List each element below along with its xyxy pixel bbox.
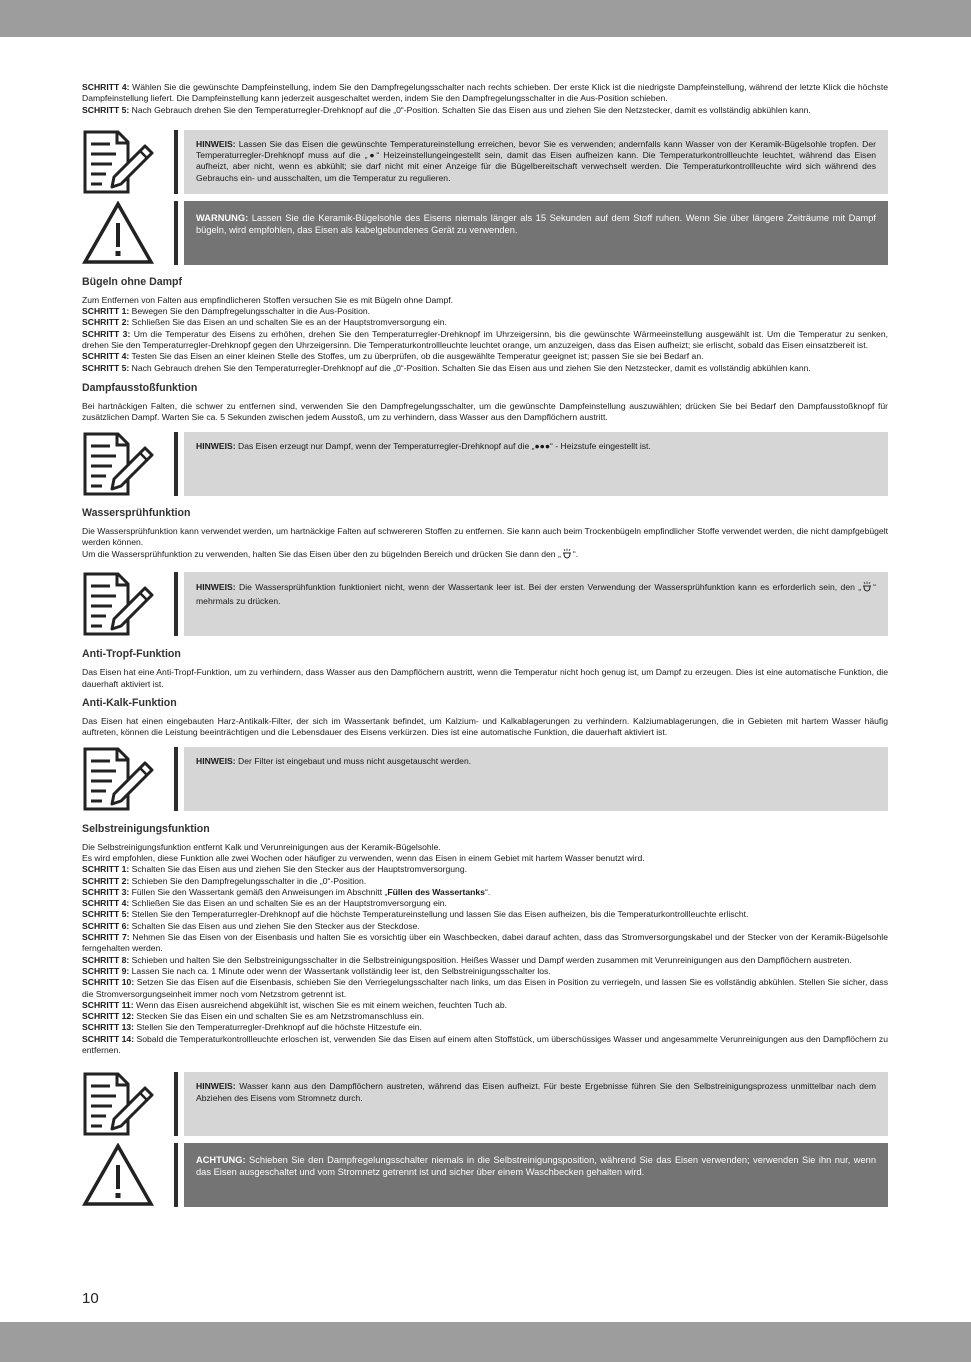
warning-box-soleplate bbox=[82, 201, 888, 265]
dry-step: SCHRITT 2: Schließen Sie das Eisen an und schalten Sie es an der Hauptstromversorgung ein. bbox=[82, 317, 447, 328]
self-clean-intro: Es wird empfohlen, diese Funktion alle zwei Wochen oder häufiger zu verwenden, wenn das Eisen in einem Gebiet mit hartem Wasser benutzt wird. bbox=[82, 852, 645, 863]
note-divider bbox=[174, 1072, 178, 1136]
dry-intro: Zum Entfernen von Falten aus empfindlicheren Stoffen versuchen Sie es mit Bügeln ohne Dampf. bbox=[82, 294, 454, 305]
self-clean-step: SCHRITT 8: Schieben und halten Sie den Selbstreinigungsschalter in die Selbstreinigungsposition. Heißes Wasser und Dampf werden zusammen mit Verunreinigungen aus den Dampflöchern austreten. bbox=[82, 954, 852, 965]
self-clean-step: SCHRITT 4: Schließen Sie das Eisen an und schalten Sie es an der Hauptstromversorgung ein. bbox=[82, 898, 447, 909]
note-box-temperature bbox=[82, 130, 888, 194]
self-clean-step: SCHRITT 2: Schieben Sie den Dampfregelungsschalter in die „0“-Position. bbox=[82, 875, 367, 886]
self-clean-step: SCHRITT 14: Sobald die Temperaturkontrollleuchte erloschen ist, verwenden Sie das Eisen auf einem alten Stoffstück, um überschüssiges Wasser und angesammelte Verunreinigungen aus den Dampflöchern zu entfernen. bbox=[82, 1033, 888, 1055]
heading-dry-ironing: Bügeln ohne Dampf bbox=[82, 275, 183, 288]
note-text: HINWEIS: Das Eisen erzeugt nur Dampf, wenn der Temperaturregler-Drehknopf auf die „●●●“ - Heizstufe eingestellt ist. bbox=[184, 432, 888, 496]
note-text: HINWEIS: Lassen Sie das Eisen die gewünschte Temperatureinstellung erreichen, bevor Sie es verwenden; andernfalls kann Wasser von der Keramik-Bügelsohle tropfen. Der Temperaturregler-Drehknopf muss auf die „●“ Heizeinstellungeingestellt sein, damit das Eisen aufheizen kann. Die Temperaturkontrollleuchte leuchtet, während das Eisen aufheizt, aber nicht, wenn es abkühlt; sie darf nicht mit einer Anzeige für die Bügelbereitschaft verwechselt werden. Die Temperaturkontrollleuchte wird sich während des Gebrauchs ein- und ausschalten, um die Temperatur zu regulieren. bbox=[184, 130, 888, 194]
self-clean-step: SCHRITT 1: Schalten Sie das Eisen aus und ziehen Sie den Stecker aus der Hauptstromversorgung. bbox=[82, 864, 468, 875]
dry-step: SCHRITT 3: Um die Temperatur des Eisens zu erhöhen, drehen Sie den Temperaturregler-Drehknopf im Uhrzeigersinn, bis die gewünschte Wärmeeinstellung ausgewählt ist. Um die Temperatur zu senken, drehen Sie den Temperaturregler-Drehknopf gegen den Uhrzeigersinn. Die Temperaturkontrollleuchte leuchtet orange, um anzuzeigen, dass das Eisen aufheizt; sie erlischt, sobald das Eisen einsatzbereit ist. bbox=[82, 328, 889, 351]
spray-icon bbox=[561, 548, 573, 562]
note-box-spray bbox=[82, 572, 888, 636]
intro-step-5: SCHRITT 5: Nach Gebrauch drehen Sie den Temperaturregler-Drehknopf auf die „0“-Position. Schalten Sie das Eisen aus und ziehen Sie den Netzstecker, damit es vollständig abkühlen kann. bbox=[82, 104, 811, 115]
warning-divider bbox=[174, 201, 178, 265]
self-clean-step: SCHRITT 7: Nehmen Sie das Eisen von der Eisenbasis und halten Sie es vorsichtig über ein Waschbecken, dabei darauf achten, dass das Stromversorgungskabel und der Stecker von der Keramik-Bügelsohle ferngehalten werden. bbox=[82, 932, 888, 954]
note-box-steam bbox=[82, 432, 888, 496]
note-pencil-icon bbox=[82, 747, 154, 811]
note-pencil-icon bbox=[82, 1072, 154, 1136]
self-clean-step: SCHRITT 10: Setzen Sie das Eisen auf die Eisenbasis, schieben Sie den Verriegelungsschalter nach links, um das Eisen in Position zu verriegeln, und lassen Sie es vollständig abkühlen. Stellen Sie sicher, dass die Stromversorgungseinheit immer noch vom Netzstrom getrennt ist. bbox=[82, 977, 889, 999]
note-text: HINWEIS: Der Filter ist eingebaut und muss nicht ausgetauscht werden. bbox=[184, 747, 888, 811]
caution-box-self-clean bbox=[82, 1143, 888, 1207]
heading-anti-drip: Anti-Tropf-Funktion bbox=[82, 648, 181, 661]
warning-text: ACHTUNG: Schieben Sie den Dampfregelungsschalter niemals in die Selbstreinigungsposition, während Sie das Eisen verwenden; verwenden Sie ihn nur, wenn das Eisen ausgeschaltet und vom Stromnetz getrennt ist und sicher über einem Waschbecken gehalten wird. bbox=[184, 1143, 888, 1207]
self-clean-intro: Die Selbstreinigungsfunktion entfernt Kalk und Verunreinigungen aus der Keramik-Bügelsohle. bbox=[82, 841, 441, 852]
self-clean-step: SCHRITT 3: Füllen Sie den Wassertank gemäß den Anweisungen im Abschnitt „Füllen des Wassertanks“. bbox=[82, 886, 491, 897]
header-bar bbox=[0, 0, 971, 37]
warning-text: WARNUNG: Lassen Sie die Keramik-Bügelsohle des Eisens niemals länger als 15 Sekunden auf dem Stoff ruhen. Wenn Sie über längere Zeiträume mit Dampf bügeln, wird empfohlen, das Eisen als kabelgebundenes Gerät zu verwenden. bbox=[184, 201, 888, 265]
warning-triangle-icon bbox=[82, 1143, 154, 1207]
self-clean-step: SCHRITT 6: Schalten Sie das Eisen aus und ziehen Sie den Stecker aus der Steckdose. bbox=[82, 920, 420, 931]
note-pencil-icon bbox=[82, 572, 154, 636]
page-number: 10 bbox=[82, 1290, 99, 1307]
self-clean-step: SCHRITT 9: Lassen Sie nach ca. 1 Minute oder wenn der Wassertank vollständig leer ist, den Selbstreinigungsschalter los. bbox=[82, 965, 551, 976]
dry-step: SCHRITT 4: Testen Sie das Eisen an einer kleinen Stelle des Stoffes, um zu überprüfen, ob die ausgewählte Temperatur geeignet ist; passen Sie sie bei Bedarf an. bbox=[82, 351, 704, 362]
note-text: HINWEIS: Wasser kann aus den Dampflöchern austreten, während das Eisen aufheizt. Für beste Ergebnisse führen Sie den Selbstreinigungsprozess unmittelbar nach dem Abziehen des Eisens vom Stromnetz durch. bbox=[184, 1072, 888, 1136]
dry-step: SCHRITT 1: Bewegen Sie den Dampfregelungsschalter in die Aus-Position. bbox=[82, 306, 371, 317]
warning-triangle-icon bbox=[82, 201, 154, 265]
note-box-filter bbox=[82, 747, 888, 811]
heading-self-clean: Selbstreinigungsfunktion bbox=[82, 822, 210, 835]
note-divider bbox=[174, 572, 178, 636]
note-text: HINWEIS: Die Wassersprühfunktion funktioniert nicht, wenn der Wassertank leer ist. Bei der ersten Verwendung der Wassersprühfunktion kann es erforderlich sein, den „ “ mehrmals zu drücken. bbox=[184, 572, 888, 636]
self-clean-step: SCHRITT 5: Stellen Sie den Temperaturregler-Drehknopf auf die höchste Temperatureinstellung und lassen Sie das Eisen aufheizen, bis die Temperaturkontrollleuchte erlischt. bbox=[82, 909, 749, 920]
page-content bbox=[82, 82, 888, 1207]
heading-anti-calc: Anti-Kalk-Funktion bbox=[82, 697, 177, 710]
heading-water-spray: Wassersprühfunktion bbox=[82, 506, 191, 519]
warning-divider bbox=[174, 1143, 178, 1207]
intro-step-4: SCHRITT 4: Wählen Sie die gewünschte Dampfeinstellung, indem Sie den Dampfregelungsschalter nach rechts schieben. Der erste Klick ist die niedrigste Dampfeinstellung, während der letzte Klick die höchste Dampfeinstellung liefert. Die Dampfeinstellung kann jederzeit ausgeschaltet werden, indem Sie den Dampfregelungsschalter in die Aus-Position schieben. bbox=[82, 82, 888, 104]
water-spray-usage: Um die Wassersprühfunktion zu verwenden, halten Sie das Eisen über den zu bügelnden Bereich und drücken Sie dann den „ “. bbox=[82, 548, 888, 562]
note-divider bbox=[174, 130, 178, 194]
water-spray-text: Die Wassersprühfunktion kann verwendet werden, um hartnäckige Falten auf schwereren Stoffen zu entfernen. Sie kann auch beim Trockenbügeln empfindlicher Stoffe verwendet werden, die nicht dampfgebügelt werden können. bbox=[82, 525, 888, 547]
spray-icon bbox=[861, 581, 873, 595]
note-pencil-icon bbox=[82, 130, 154, 194]
anti-calc-text: Das Eisen hat einen eingebauten Harz-Antikalk-Filter, der sich im Wassertank befindet, um Kalzium- und Kalkablagerungen zu verhindern. Kalziumablagerungen, die in Gebieten mit hartem Wasser häufig auftreten, können die Leistung beeinträchtigen und die Lebensdauer des Eisens verkürzen. Dies ist eine automatische Funktion, die dauerhaft aktiviert ist. bbox=[82, 716, 888, 738]
steam-burst-text: Bei hartnäckigen Falten, die schwer zu entfernen sind, verwenden Sie den Dampfregelungsschalter, um die gewünschte Dampfeinstellung auszuwählen; drücken Sie bei Bedarf den Dampfausstoßknopf für zusätzlichen Dampf. Warten Sie ca. 5 Sekunden zwischen jedem Ausstoß, um zu verhindern, dass Wasser aus den Dampflöchern austritt. bbox=[82, 400, 888, 423]
dry-step: SCHRITT 5: Nach Gebrauch drehen Sie den Temperaturregler-Drehknopf auf die „0“-Position. Schalten Sie das Eisen aus und ziehen Sie den Netzstecker, damit es vollständig abkühlen kann. bbox=[82, 362, 811, 373]
anti-drip-text: Das Eisen hat eine Anti-Tropf-Funktion, um zu verhindern, dass Wasser aus den Dampflöchern austritt, wenn die Temperatur nicht hoch genug ist, um Dampf zu erzeugen. Dies ist eine automatische Funktion, die dauerhaft aktiviert ist. bbox=[82, 667, 888, 689]
note-divider bbox=[174, 432, 178, 496]
self-clean-step: SCHRITT 13: Stellen Sie den Temperaturregler-Drehknopf auf die höchste Hitzestufe ein. bbox=[82, 1022, 422, 1033]
self-clean-step: SCHRITT 12: Stecken Sie das Eisen ein und schalten Sie es am Netzstromanschluss ein. bbox=[82, 1011, 424, 1022]
note-divider bbox=[174, 747, 178, 811]
footer-bar bbox=[0, 1322, 971, 1362]
note-pencil-icon bbox=[82, 432, 154, 496]
note-box-self-clean bbox=[82, 1072, 888, 1136]
self-clean-step: SCHRITT 11: Wenn das Eisen ausreichend abgekühlt ist, wischen Sie es mit einem weichen, feuchten Tuch ab. bbox=[82, 999, 507, 1010]
heading-steam-burst: Dampfausstoßfunktion bbox=[82, 381, 198, 394]
